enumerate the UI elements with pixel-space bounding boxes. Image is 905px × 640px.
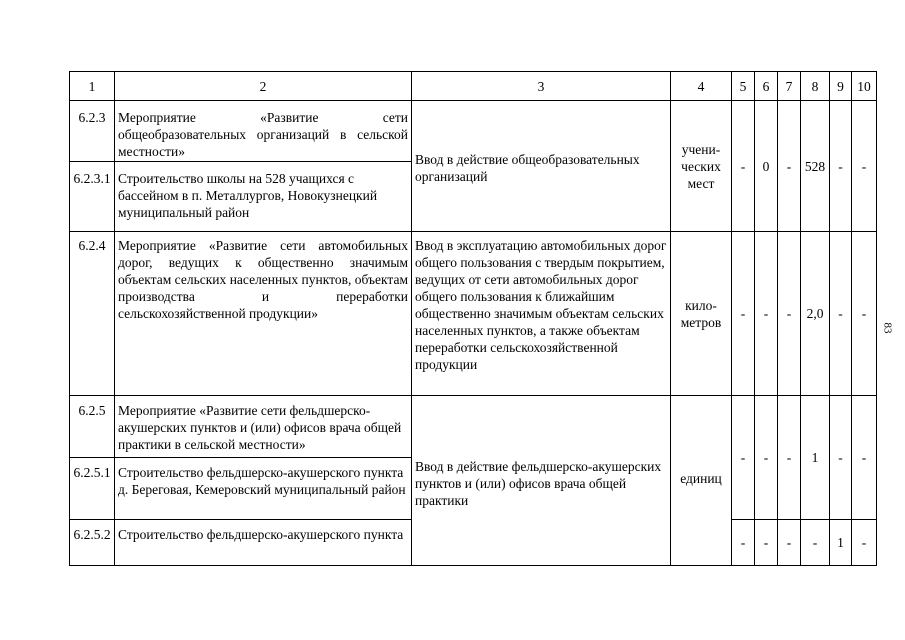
value-cell: - xyxy=(732,520,755,566)
value-cell: - xyxy=(732,101,755,232)
value-cell: - xyxy=(830,396,852,520)
indicator-cell: Ввод в действие общеобразовательных организаций xyxy=(412,101,671,232)
value-cell: 1 xyxy=(830,520,852,566)
unit-cell: единиц xyxy=(671,396,732,566)
value-cell: 528 xyxy=(801,101,830,232)
header-cell: 3 xyxy=(412,72,671,101)
value-cell: - xyxy=(852,101,877,232)
indicator-cell: Ввод в эксплуатацию автомобильных дорог общего пользования с твердым покрытием, ведущих от сети автомобильных дорог общего пользования к ближайшим общественно значимым объектам сельских населенных пунктов, а также объектам переработки сельскохозяйственной продукции xyxy=(412,232,671,396)
table-row xyxy=(70,232,877,396)
unit-cell: учени-ческих мест xyxy=(671,101,732,232)
value-cell: - xyxy=(778,396,801,520)
row-name: Строительство фельдшерско-акушерского пункта xyxy=(115,520,412,566)
row-name: Строительство школы на 528 учащихся с бассейном в п. Металлургов, Новокузнецкий муниципальный район xyxy=(115,162,412,232)
value-cell: - xyxy=(852,232,877,396)
header-cell: 1 xyxy=(70,72,115,101)
row-number: 6.2.3 xyxy=(70,101,115,162)
indicator-cell: Ввод в действие фельдшерско-акушерских пунктов и (или) офисов врача общей практики xyxy=(412,396,671,566)
indicators-table xyxy=(69,71,877,566)
row-name: Мероприятие «Развитие сети общеобразовательных организаций в сельской местности» xyxy=(115,101,412,162)
header-cell: 4 xyxy=(671,72,732,101)
value-cell: - xyxy=(732,396,755,520)
value-cell: - xyxy=(778,101,801,232)
value-cell: - xyxy=(778,232,801,396)
value-cell: - xyxy=(852,396,877,520)
header-cell: 10 xyxy=(852,72,877,101)
page-number: 83 xyxy=(881,322,894,334)
row-number: 6.2.5 xyxy=(70,396,115,458)
row-number: 6.2.4 xyxy=(70,232,115,396)
table-row xyxy=(70,396,877,458)
unit-cell: кило-метров xyxy=(671,232,732,396)
header-cell: 9 xyxy=(830,72,852,101)
row-name: Мероприятие «Развитие сети автомобильных дорог, ведущих к общественно значимым объектам сельских населенных пунктов, объектам производства и переработки сельскохозяйственной продукции» xyxy=(115,232,412,396)
row-name: Строительство фельдшерско-акушерского пункта д. Береговая, Кемеровский муниципальный район xyxy=(115,458,412,520)
row-number: 6.2.3.1 xyxy=(70,162,115,232)
value-cell: 2,0 xyxy=(801,232,830,396)
value-cell: - xyxy=(732,232,755,396)
row-number: 6.2.5.1 xyxy=(70,458,115,520)
header-cell: 6 xyxy=(755,72,778,101)
value-cell: 1 xyxy=(801,396,830,520)
table-row xyxy=(70,101,877,162)
value-cell: 0 xyxy=(755,101,778,232)
value-cell: - xyxy=(830,232,852,396)
header-cell: 2 xyxy=(115,72,412,101)
row-name: Мероприятие «Развитие сети фельдшерско-акушерских пунктов и (или) офисов врача общей практики в сельской местности» xyxy=(115,396,412,458)
value-cell: - xyxy=(830,101,852,232)
value-cell: - xyxy=(755,520,778,566)
row-number: 6.2.5.2 xyxy=(70,520,115,566)
value-cell: - xyxy=(778,520,801,566)
value-cell: - xyxy=(852,520,877,566)
header-row xyxy=(70,72,877,101)
header-cell: 8 xyxy=(801,72,830,101)
header-cell: 7 xyxy=(778,72,801,101)
value-cell: - xyxy=(755,396,778,520)
header-cell: 5 xyxy=(732,72,755,101)
value-cell: - xyxy=(755,232,778,396)
value-cell: - xyxy=(801,520,830,566)
